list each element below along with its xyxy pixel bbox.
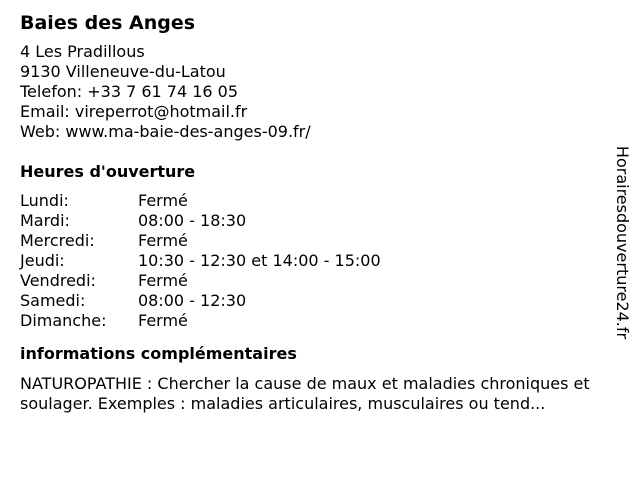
web-line: Web: www.ma-baie-des-anges-09.fr/	[20, 122, 311, 141]
watermark	[610, 135, 635, 350]
watermark-text: Horairesdouverture24.fr	[613, 145, 633, 340]
hours-day: Mardi:	[20, 211, 70, 230]
hours-day: Vendredi:	[20, 271, 96, 290]
hours-row	[20, 231, 610, 251]
hours-row	[20, 291, 610, 311]
hours-day: Dimanche:	[20, 311, 107, 330]
phone-line: Telefon: +33 7 61 74 16 05	[20, 82, 239, 101]
hours-day: Mercredi:	[20, 231, 95, 250]
hours-row	[20, 251, 610, 271]
email-line: Email: vireperrot@hotmail.fr	[20, 102, 248, 121]
hours-time: Fermé	[138, 191, 188, 210]
hours-time: Fermé	[138, 271, 188, 290]
hours-time: Fermé	[138, 311, 188, 330]
business-card	[20, 10, 610, 414]
hours-day: Samedi:	[20, 291, 86, 310]
hours-title: Heures d'ouverture	[20, 162, 196, 181]
hours-row	[20, 211, 610, 231]
business-name: Baies des Anges	[20, 12, 196, 34]
hours-row	[20, 271, 610, 291]
info-title: informations complémentaires	[20, 344, 297, 363]
address-city: 9130 Villeneuve-du-Latou	[20, 62, 226, 81]
hours-time: 08:00 - 12:30	[138, 291, 247, 310]
hours-table	[20, 191, 610, 331]
hours-time: 10:30 - 12:30 et 14:00 - 15:00	[138, 251, 381, 270]
hours-time: Fermé	[138, 231, 188, 250]
hours-time: 08:00 - 18:30	[138, 211, 247, 230]
address-street: 4 Les Pradillous	[20, 42, 145, 61]
hours-day: Jeudi:	[20, 251, 65, 270]
hours-day: Lundi:	[20, 191, 69, 210]
info-text: NATUROPATHIE : Chercher la cause de maux et maladies chroniques et soulager. Exemples : maladies articulaires, musculaires ou tend...	[20, 374, 590, 413]
hours-row	[20, 191, 610, 211]
hours-row	[20, 311, 610, 331]
